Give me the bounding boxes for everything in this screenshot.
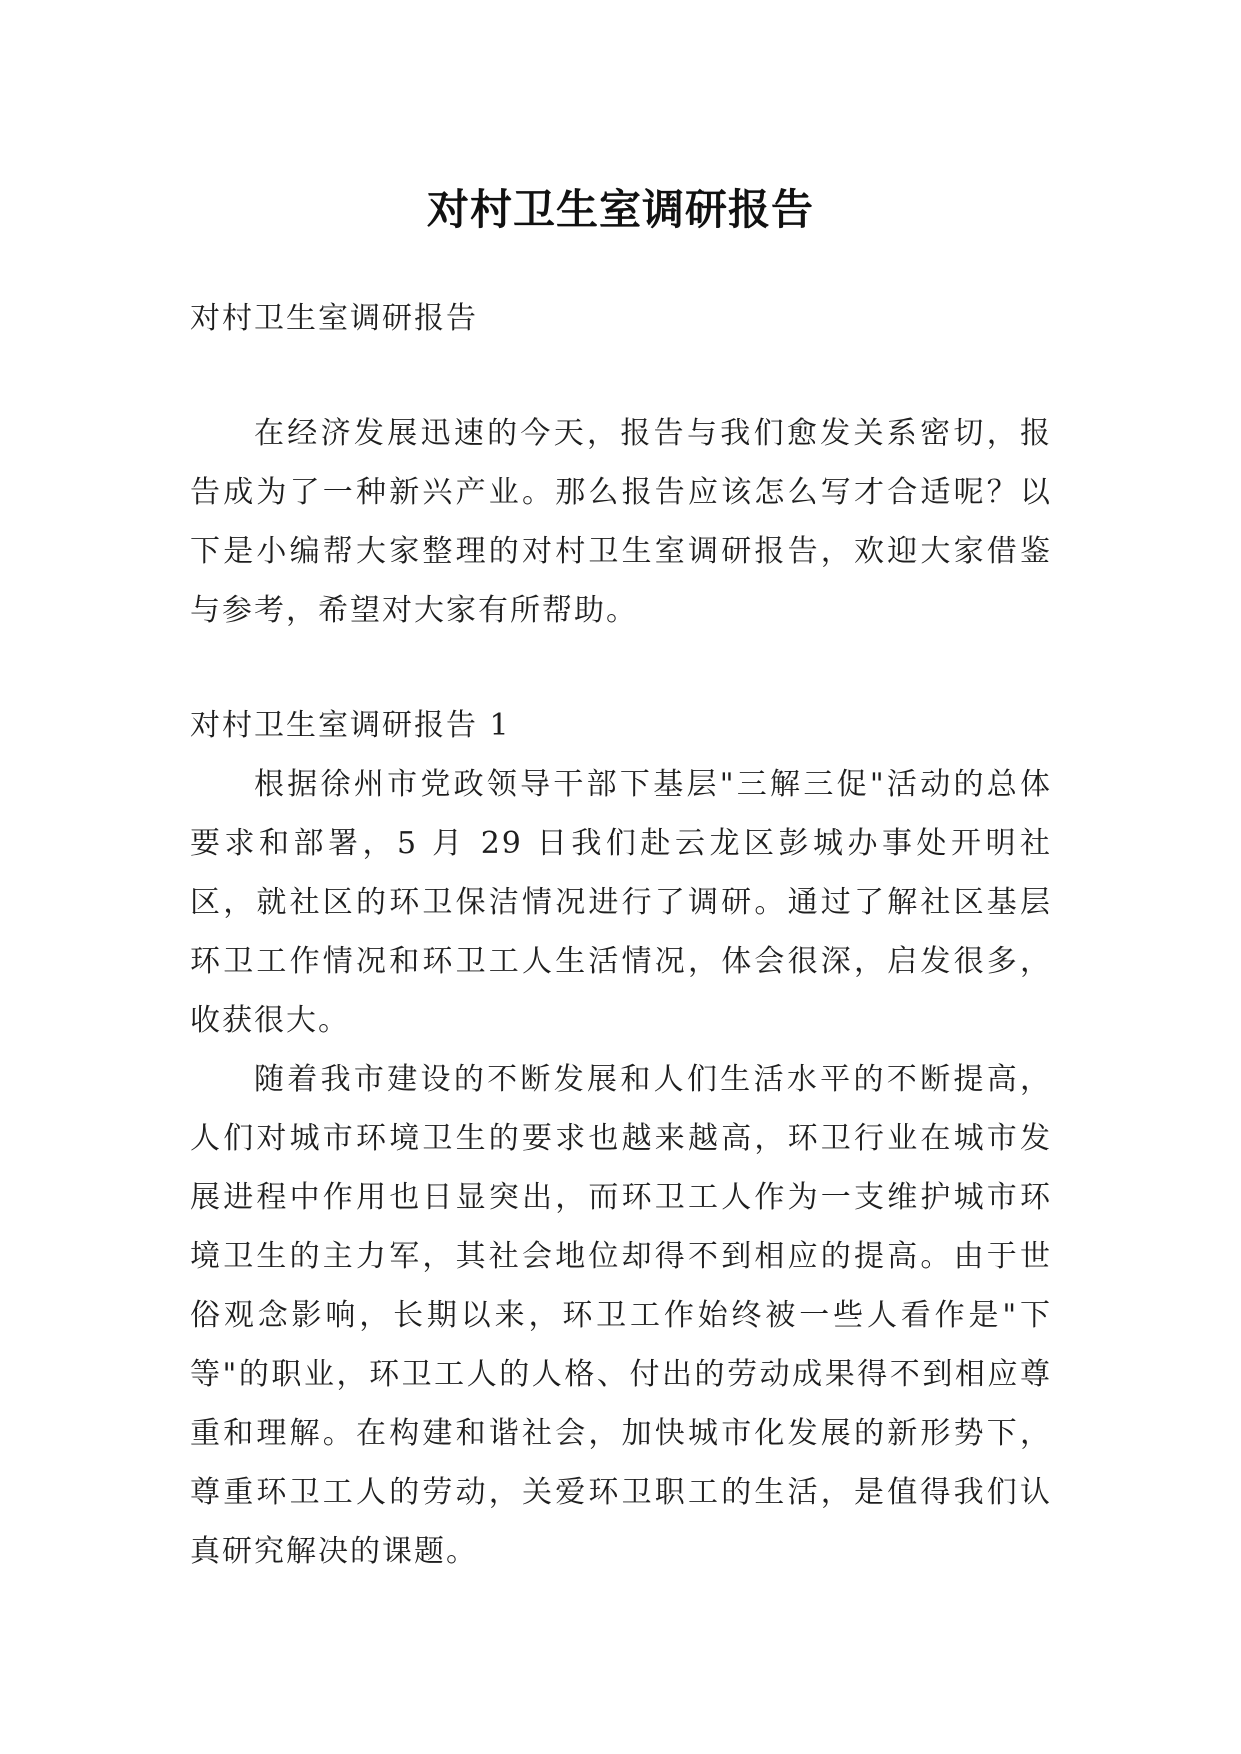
body-paragraph: 根据徐州市党政领导干部下基层"三解三促"活动的总体要求和部署，5 月 29 日我们赴云龙区彭城办事处开明社区，就社区的环卫保洁情况进行了调研。通过了解社区基层环卫工作情况和环卫工人生活情况，体会很深，启发很多，收获很大。 bbox=[190, 767, 1052, 1038]
section-heading bbox=[190, 696, 1052, 755]
subtitle-text: 对村卫生室调研报告 bbox=[190, 301, 478, 336]
intro-text: 在经济发展迅速的今天，报告与我们愈发关系密切，报告成为了一种新兴产业。那么报告应该怎么写才合适呢？以下是小编帮大家整理的对村卫生室调研报告，欢迎大家借鉴与参考，希望对大家有所帮助。 bbox=[190, 416, 1052, 628]
intro-paragraph bbox=[190, 404, 1052, 640]
section-title-text: 对村卫生室调研报告 1 bbox=[190, 708, 511, 743]
document-title: 对村卫生室调研报告 bbox=[426, 185, 814, 235]
section-body bbox=[190, 755, 1052, 1581]
document-subtitle bbox=[190, 289, 1052, 348]
body-paragraph: 随着我市建设的不断发展和人们生活水平的不断提高，人们对城市环境卫生的要求也越来越高，环卫行业在城市发展进程中作用也日显突出，而环卫工人作为一支维护城市环境卫生的主力军，其社会地位却得不到相应的提高。由于世俗观念影响，长期以来，环卫工作始终被一些人看作是"下等"的职业，环卫工人的人格、付出的劳动成果得不到相应尊重和理解。在构建和谐社会，加快城市化发展的新形势下，尊重环卫工人的劳动，关爱环卫职工的生活，是值得我们认真研究解决的课题。 bbox=[190, 1062, 1052, 1569]
